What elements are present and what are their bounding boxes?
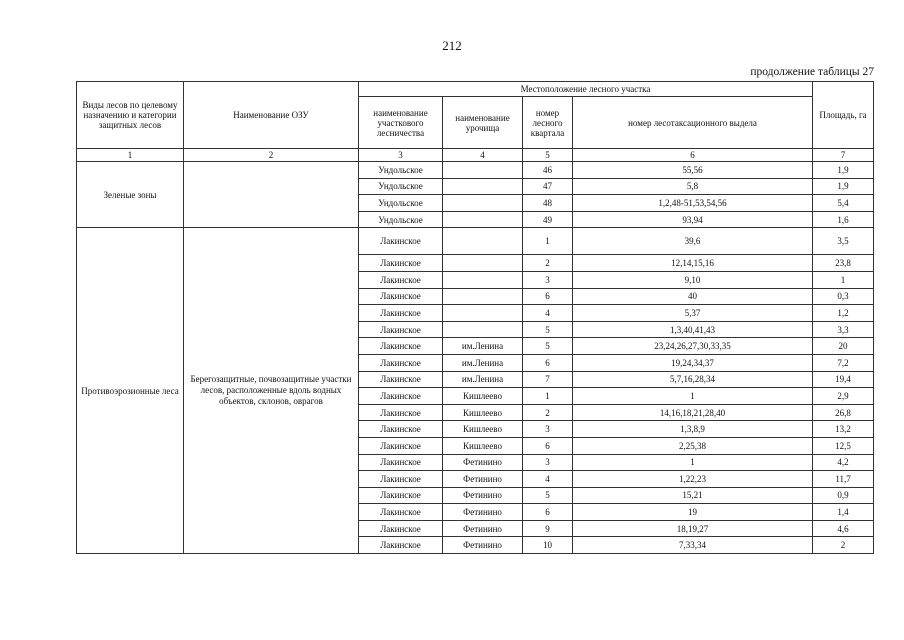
header-kvartal: номер лесного квартала (523, 97, 573, 149)
area-cell: 2,9 (813, 388, 874, 405)
lesnichestvo-cell: Лакинское (359, 321, 443, 338)
lesnichestvo-cell: Лакинское (359, 471, 443, 488)
table-row (77, 162, 874, 179)
vydel-cell: 39,6 (573, 228, 813, 255)
forest-kind-cell: Противоэрозионные леса (77, 228, 184, 554)
vydel-cell: 93,94 (573, 211, 813, 228)
column-number: 1 (77, 149, 184, 162)
kvartal-cell: 6 (523, 288, 573, 305)
urochishche-cell (443, 228, 523, 255)
kvartal-cell: 5 (523, 338, 573, 355)
forest-kind-cell: Зеленые зоны (77, 162, 184, 228)
vydel-cell: 2,25,38 (573, 437, 813, 454)
lesnichestvo-cell: Лакинское (359, 388, 443, 405)
table-row (77, 228, 874, 255)
kvartal-cell: 47 (523, 178, 573, 195)
area-cell: 4,2 (813, 454, 874, 471)
kvartal-cell: 46 (523, 162, 573, 179)
urochishche-cell (443, 288, 523, 305)
kvartal-cell: 48 (523, 195, 573, 212)
kvartal-cell: 6 (523, 437, 573, 454)
urochishche-cell (443, 211, 523, 228)
area-cell: 1,9 (813, 178, 874, 195)
lesnichestvo-cell: Лакинское (359, 354, 443, 371)
column-number: 7 (813, 149, 874, 162)
area-cell: 3,3 (813, 321, 874, 338)
vydel-cell: 18,19,27 (573, 520, 813, 537)
header-location: Местоположение лесного участка (359, 82, 813, 97)
vydel-cell: 7,33,34 (573, 537, 813, 554)
area-cell: 4,6 (813, 520, 874, 537)
page-number: 212 (442, 38, 462, 53)
urochishche-cell (443, 255, 523, 272)
lesnichestvo-cell: Ундольское (359, 195, 443, 212)
kvartal-cell: 5 (523, 321, 573, 338)
vydel-cell: 5,8 (573, 178, 813, 195)
kvartal-cell: 4 (523, 305, 573, 322)
vydel-cell: 40 (573, 288, 813, 305)
kvartal-cell: 3 (523, 421, 573, 438)
column-number: 4 (443, 149, 523, 162)
area-cell: 13,2 (813, 421, 874, 438)
lesnichestvo-cell: Лакинское (359, 338, 443, 355)
urochishche-cell: им.Ленина (443, 371, 523, 388)
vydel-cell: 5,37 (573, 305, 813, 322)
urochishche-cell: Фетинино (443, 537, 523, 554)
lesnichestvo-cell: Лакинское (359, 404, 443, 421)
lesnichestvo-cell: Лакинское (359, 271, 443, 288)
vydel-cell: 14,16,18,21,28,40 (573, 404, 813, 421)
urochishche-cell: Фетинино (443, 487, 523, 504)
area-cell: 1,9 (813, 162, 874, 179)
vydel-cell: 1 (573, 454, 813, 471)
header-ozu-name: Наименование ОЗУ (184, 82, 359, 149)
vydel-cell: 1,3,8,9 (573, 421, 813, 438)
kvartal-cell: 6 (523, 504, 573, 521)
area-cell: 26,8 (813, 404, 874, 421)
vydel-cell: 1,22,23 (573, 471, 813, 488)
vydel-cell: 19 (573, 504, 813, 521)
header-forest-kinds: Виды лесов по целевому назначению и категории защитных лесов (77, 82, 184, 149)
lesnichestvo-cell: Ундольское (359, 211, 443, 228)
lesnichestvo-cell: Лакинское (359, 504, 443, 521)
forest-plots-table (76, 81, 874, 554)
urochishche-cell: Кишлеево (443, 388, 523, 405)
area-cell: 2 (813, 537, 874, 554)
header-vydel: номер лесотаксационного выдела (573, 97, 813, 149)
urochishche-cell: Фетинино (443, 471, 523, 488)
lesnichestvo-cell: Лакинское (359, 437, 443, 454)
urochishche-cell (443, 195, 523, 212)
kvartal-cell: 3 (523, 271, 573, 288)
urochishche-cell: им.Ленина (443, 338, 523, 355)
area-cell: 23,8 (813, 255, 874, 272)
urochishche-cell: Кишлеево (443, 404, 523, 421)
urochishche-cell: им.Ленина (443, 354, 523, 371)
lesnichestvo-cell: Лакинское (359, 371, 443, 388)
lesnichestvo-cell: Лакинское (359, 487, 443, 504)
table-body (77, 162, 874, 554)
lesnichestvo-cell: Лакинское (359, 228, 443, 255)
column-numbers-row (77, 149, 874, 162)
kvartal-cell: 1 (523, 388, 573, 405)
kvartal-cell: 6 (523, 354, 573, 371)
kvartal-cell: 4 (523, 471, 573, 488)
urochishche-cell: Кишлеево (443, 437, 523, 454)
urochishche-cell (443, 178, 523, 195)
vydel-cell: 5,7,16,28,34 (573, 371, 813, 388)
urochishche-cell: Фетинино (443, 454, 523, 471)
kvartal-cell: 5 (523, 487, 573, 504)
ozu-name-cell: Берегозащитные, почвозащитные участки лесов, расположенные вдоль водных объектов, склонов, оврагов (184, 228, 359, 554)
kvartal-cell: 2 (523, 255, 573, 272)
kvartal-cell: 2 (523, 404, 573, 421)
area-cell: 19,4 (813, 371, 874, 388)
lesnichestvo-cell: Лакинское (359, 421, 443, 438)
area-cell: 3,5 (813, 228, 874, 255)
ozu-empty-cell (184, 162, 359, 228)
urochishche-cell (443, 271, 523, 288)
kvartal-cell: 10 (523, 537, 573, 554)
urochishche-cell (443, 162, 523, 179)
lesnichestvo-cell: Лакинское (359, 305, 443, 322)
urochishche-cell (443, 321, 523, 338)
area-cell: 7,2 (813, 354, 874, 371)
area-cell: 5,4 (813, 195, 874, 212)
vydel-cell: 12,14,15,16 (573, 255, 813, 272)
vydel-cell: 1,2,48-51,53,54,56 (573, 195, 813, 212)
header-urochishche: наименование урочища (443, 97, 523, 149)
area-cell: 11,7 (813, 471, 874, 488)
lesnichestvo-cell: Ундольское (359, 162, 443, 179)
vydel-cell: 55,56 (573, 162, 813, 179)
area-cell: 1,6 (813, 211, 874, 228)
area-cell: 0,3 (813, 288, 874, 305)
lesnichestvo-cell: Лакинское (359, 288, 443, 305)
urochishche-cell: Фетинино (443, 504, 523, 521)
column-number: 5 (523, 149, 573, 162)
urochishche-cell: Кишлеево (443, 421, 523, 438)
column-number: 6 (573, 149, 813, 162)
vydel-cell: 1 (573, 388, 813, 405)
column-number: 3 (359, 149, 443, 162)
kvartal-cell: 49 (523, 211, 573, 228)
area-cell: 20 (813, 338, 874, 355)
vydel-cell: 19,24,34,37 (573, 354, 813, 371)
lesnichestvo-cell: Лакинское (359, 537, 443, 554)
table-continuation-note: продолжение таблицы 27 (750, 66, 874, 78)
kvartal-cell: 7 (523, 371, 573, 388)
lesnichestvo-cell: Лакинское (359, 255, 443, 272)
vydel-cell: 1,3,40,41,43 (573, 321, 813, 338)
area-cell: 1,2 (813, 305, 874, 322)
urochishche-cell (443, 305, 523, 322)
area-cell: 1,4 (813, 504, 874, 521)
vydel-cell: 9,10 (573, 271, 813, 288)
lesnichestvo-cell: Лакинское (359, 520, 443, 537)
kvartal-cell: 1 (523, 228, 573, 255)
header-lesnichestvo: наименование участкового лесничества (359, 97, 443, 149)
kvartal-cell: 3 (523, 454, 573, 471)
area-cell: 12,5 (813, 437, 874, 454)
urochishche-cell: Фетинино (443, 520, 523, 537)
lesnichestvo-cell: Ундольское (359, 178, 443, 195)
area-cell: 0,9 (813, 487, 874, 504)
lesnichestvo-cell: Лакинское (359, 454, 443, 471)
column-number: 2 (184, 149, 359, 162)
kvartal-cell: 9 (523, 520, 573, 537)
header-area: Площадь, га (813, 82, 874, 149)
vydel-cell: 23,24,26,27,30,33,35 (573, 338, 813, 355)
area-cell: 1 (813, 271, 874, 288)
vydel-cell: 15,21 (573, 487, 813, 504)
